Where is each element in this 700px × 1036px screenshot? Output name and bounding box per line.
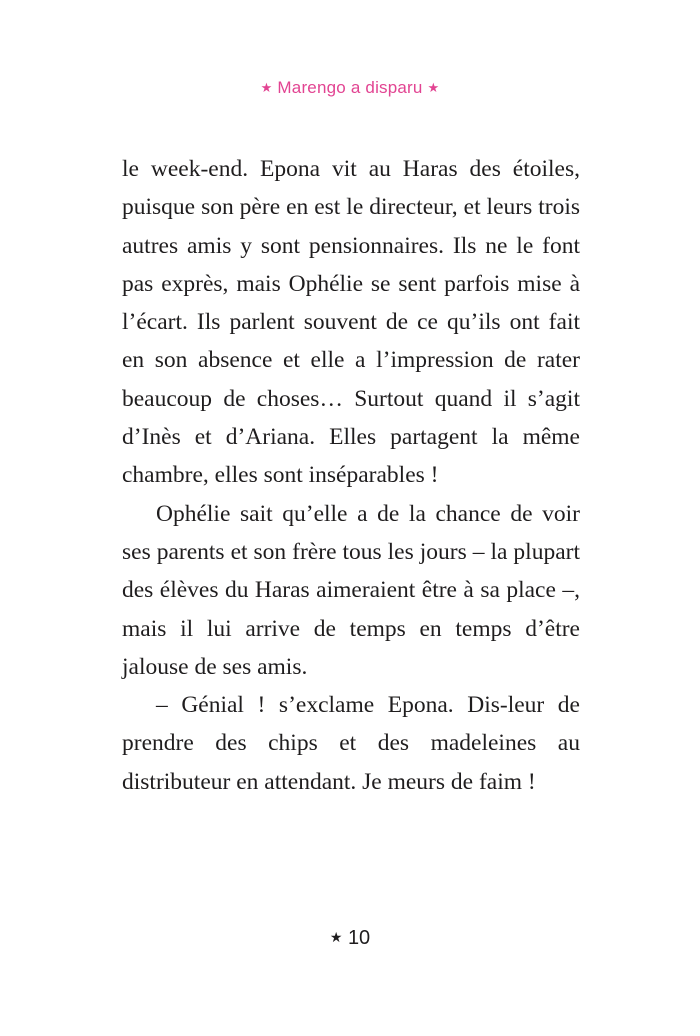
paragraph-dialogue: – Génial ! s’exclame Epona. Dis-leur de prendre des chips et des madeleines au distributeur en attendant. Je meurs de faim !: [122, 692, 580, 795]
running-header: [0, 78, 700, 98]
page-footer: [0, 927, 700, 950]
page-number: 10: [347, 927, 371, 949]
chapter-title: Marengo a disparu: [277, 78, 423, 97]
paragraph-continued: le week-end. Epona vit au Haras des étoiles, puisque son père en est le directeur, et leurs trois autres amis y sont pensionnaires. Ils ne le font pas exprès, mais Ophélie se sent parfois mise à l’écart. Ils parlent souvent de ce qu’ils ont fait en son absence et elle a l’impression de rater beaucoup de choses… Surtout quand il s’agit d’Inès et d’Ariana. Elles partagent la même chambre, elles sont inséparables !: [122, 156, 580, 489]
star-icon: ★: [260, 80, 273, 95]
star-icon: ★: [329, 929, 343, 945]
paragraph: Ophélie sait qu’elle a de la chance de voir ses parents et son frère tous les jours – la plupart des élèves du Haras aimeraient être à sa place –, mais il lui arrive de temps en temps d’être jalouse de ses amis.: [122, 500, 580, 680]
star-icon: ★: [427, 80, 440, 95]
body-text: [122, 150, 580, 801]
